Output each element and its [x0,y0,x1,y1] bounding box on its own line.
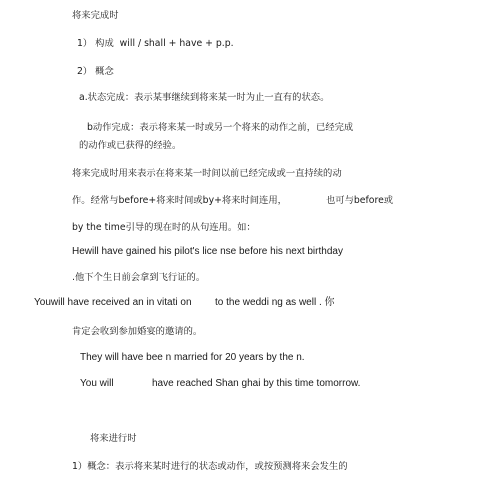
concept-heading: 2） 概念 [77,66,114,77]
example-translation-1: .他下个生日前会拿到飞行证的。 [72,272,206,283]
state-completion-line: a.状态完成：表示某事继续到将来某一时为止一直有的状态。 [79,92,330,103]
section-heading-future-progressive: 将来进行时 [90,433,137,444]
example-sentence-2a: Youwill have received an in vitati on [34,297,192,308]
example-sentence-3: They will have bee n married for 20 years by the n. [80,352,305,363]
action-completion-line: b动作完成：表示将来某一时或另一个将来的动作之前，已经完成 [87,122,354,133]
progressive-concept-line: 1）概念：表示将来某时进行的状态或动作，或按预测将来会发生的 [72,461,348,472]
example-sentence-4a: You will [80,378,114,389]
usage-paragraph-line-2b: 也可与before或 [326,195,394,206]
action-completion-continued: 的动作或已获得的经验。 [79,140,182,151]
example-sentence-4b: have reached Shan ghai by this time tomorrow. [152,378,361,389]
example-translation-2: 肯定会收到参加婚宴的邀请的。 [72,326,203,337]
usage-paragraph-line-1: 将来完成时用来表示在将来某一时间以前已经完成或一直持续的动 [72,168,342,179]
structure-line: 1） 构成 will / shall + have + p.p. [77,38,234,49]
usage-paragraph-line-2a: 作。经常与before+将来时间或by+将来时间连用， [72,195,287,206]
section-heading-future-perfect: 将来完成时 [72,10,119,21]
usage-paragraph-line-3: by the time引导的现在时的从句连用。如： [72,222,256,233]
example-sentence-2b: to the weddi ng as well . 你 [215,297,335,308]
example-sentence-1: Hewill have gained his pilot's lice nse before his next birthday [72,246,343,257]
